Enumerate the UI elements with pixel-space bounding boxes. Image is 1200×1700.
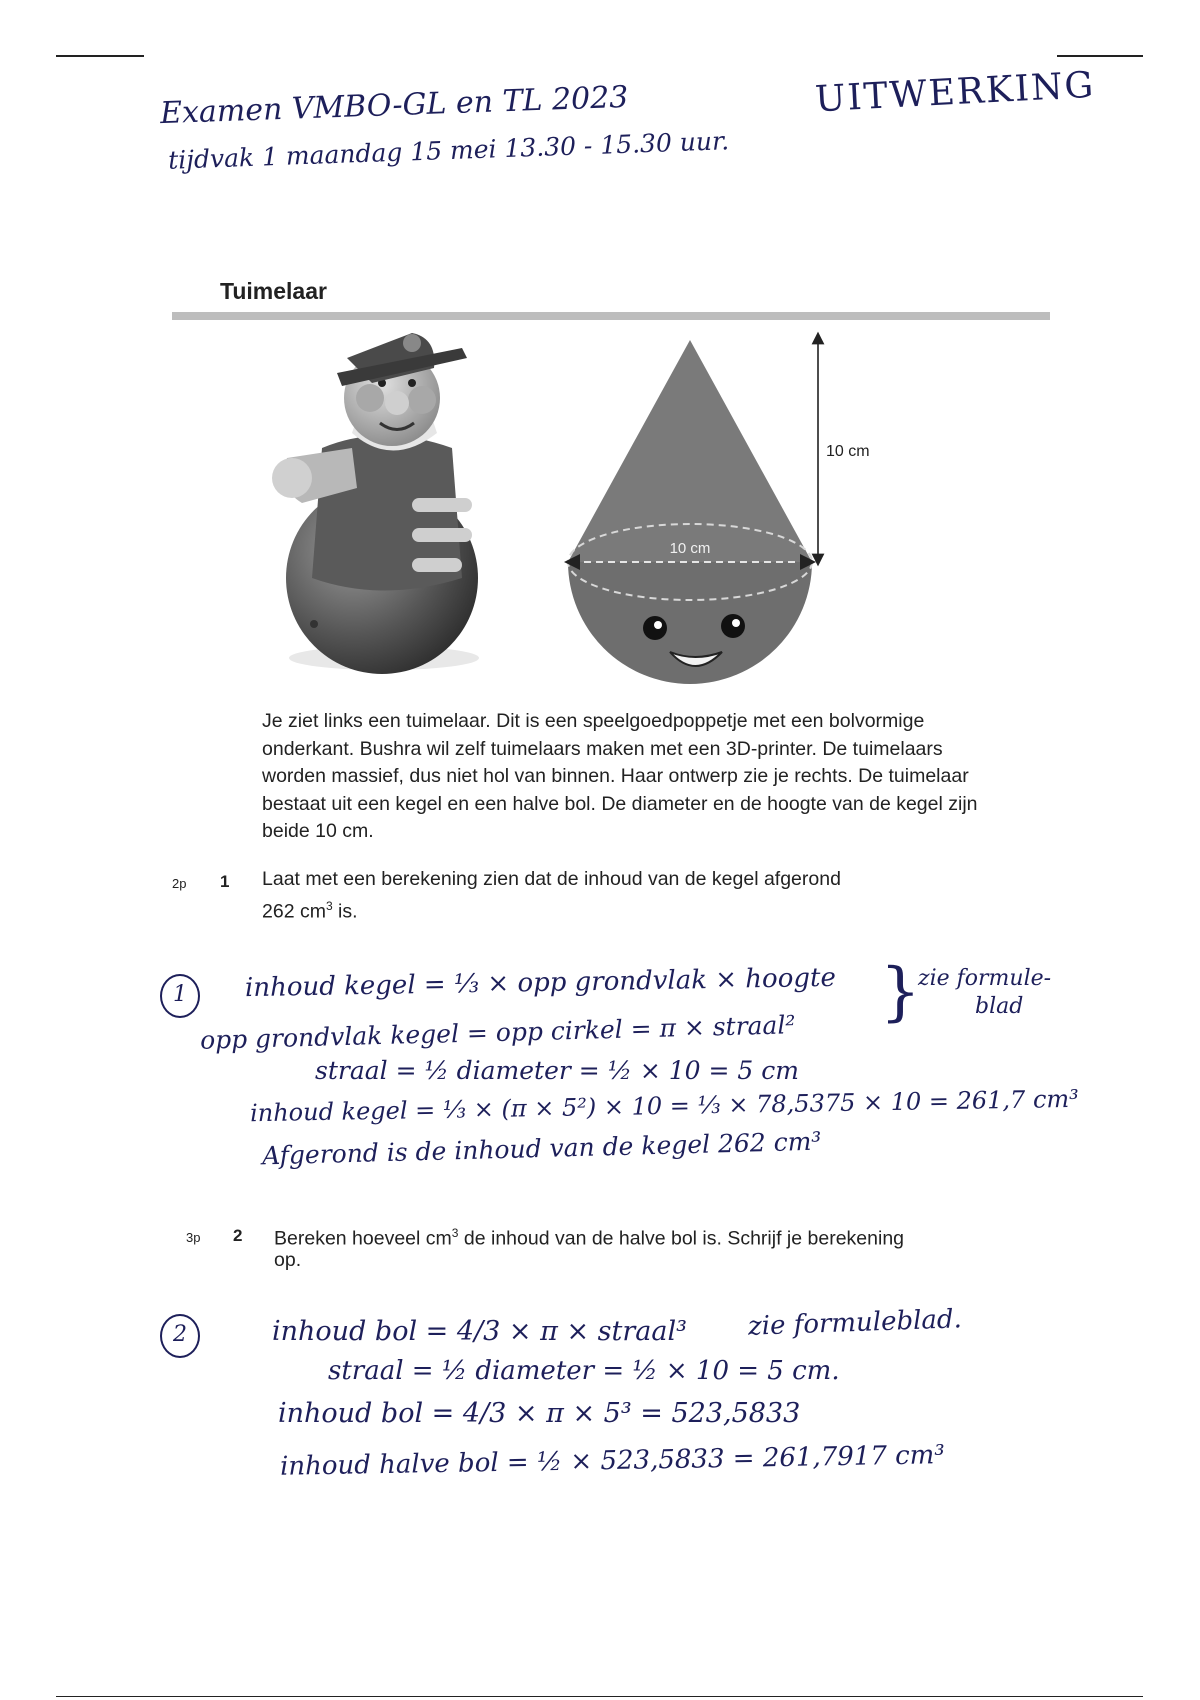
answer-2-line1: inhoud bol = 4/3 × π × straal³ — [272, 1316, 687, 1347]
top-left-rule — [56, 55, 144, 57]
top-right-rule — [1057, 55, 1143, 57]
answer-1-line5: Afgerond is de inhoud van de kegel 262 cm³ — [261, 1126, 822, 1171]
answer-1-line2: opp grondvlak kegel = opp cirkel = π × straal² — [199, 1010, 796, 1055]
answer-1-label: 1 — [160, 974, 200, 1018]
answer-2-label: 2 — [160, 1314, 200, 1358]
answer-1-line4: inhoud kegel = ⅓ × (π × 5²) × 10 = ⅓ × 78,5375 × 10 = 261,7 cm³ — [249, 1084, 1079, 1128]
answer-1-line1: inhoud kegel = ⅓ × opp grondvlak × hoogte — [244, 962, 837, 1004]
answer-1-brace: } — [880, 955, 921, 1029]
question-2-line1: Bereken hoeveel $cm^3$ de inhoud van de halve bol is. Schrijf je berekening — [274, 1226, 905, 1250]
uitwerking-stamp: UITWERKING — [814, 64, 1097, 121]
question-2 — [0, 1220, 1200, 1280]
question-2-line2: op. — [274, 1249, 302, 1271]
answer-2-line2: straal = ½ diameter = ½ × 10 = 5 cm. — [328, 1356, 840, 1386]
bottom-rule — [56, 1696, 1143, 1697]
diameter-label: 10 cm — [669, 540, 711, 557]
section-title: Tuimelaar — [220, 278, 327, 304]
answer-2-note: zie formuleblad. — [747, 1304, 963, 1342]
question-1 — [0, 866, 1200, 926]
answer-2-line3: inhoud bol = 4/3 × π × 5³ = 523,5833 — [278, 1398, 801, 1429]
design-drawing — [560, 330, 900, 690]
tumbler-photo — [262, 328, 520, 678]
question-1-line2: 262 $cm^3$ is. — [262, 899, 358, 923]
question-1-points: 2p — [172, 876, 187, 891]
answer-1-line3: straal = ½ diameter = ½ × 10 = 5 cm — [315, 1056, 799, 1085]
question-2-number: 2 — [233, 1226, 243, 1245]
section-divider — [172, 312, 1050, 320]
question-1-line1: Laat met een berekening zien dat de inhoud van de kegel afgerond — [262, 868, 841, 890]
height-label: 10 cm — [826, 443, 870, 460]
exam-header-line2: tijdvak 1 maandag 15 mei 13.30 - 15.30 uur. — [167, 126, 730, 175]
intro-paragraph: Je ziet links een tuimelaar. Dit is een speelgoedpoppetje met een bolvormige onderkant. Bushra wil zelf tuimelaars maken met een 3D-printer. De tuimelaars worden massief, dus niet hol van binnen. Haar ontwerp zie je rechts. De tuimelaar bestaat uit een kegel en een halve bol. De diameter en de hoogte van de kegel zijn beide 10 cm. — [262, 710, 978, 843]
answer-1-note-1: zie formule- — [918, 966, 1052, 991]
question-1-number: 1 — [220, 872, 230, 891]
answer-2-line4: inhoud halve bol = ½ × 523,5833 = 261,7917 cm³ — [279, 1440, 946, 1482]
cone-shape — [568, 340, 812, 562]
answer-1-note-2: blad — [975, 994, 1024, 1019]
exam-header-line1: Examen VMBO-GL en TL 2023 — [159, 79, 629, 132]
question-2-points: 3p — [186, 1230, 201, 1245]
